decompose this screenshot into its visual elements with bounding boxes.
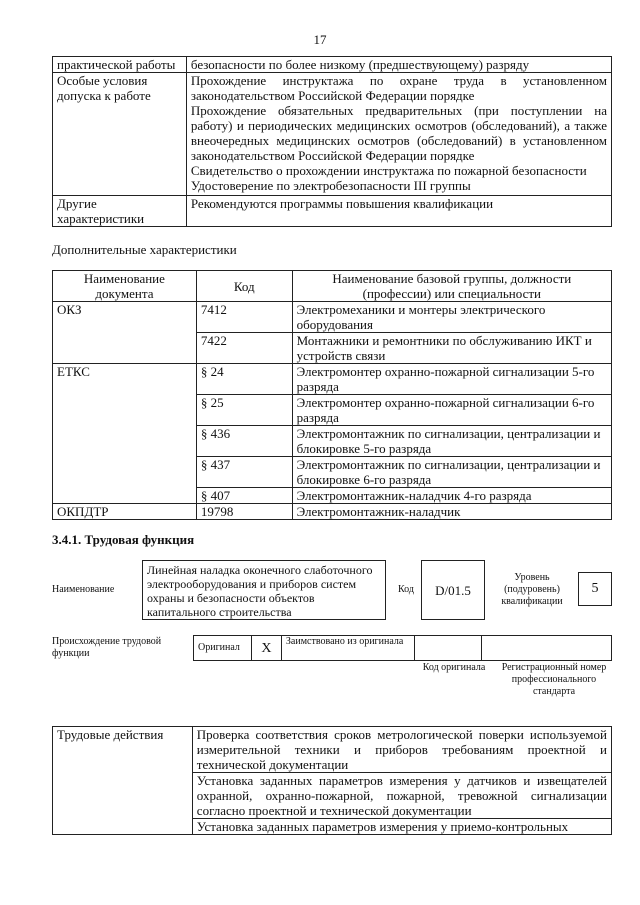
code-cell: § 437: [196, 457, 292, 488]
table-row: [53, 196, 612, 227]
table-row: [53, 57, 612, 73]
code-cell: § 24: [196, 364, 292, 395]
doc-cell: ОКЗ: [53, 302, 197, 364]
row-label: Другие характеристики: [53, 196, 187, 227]
row-value: безопасности по более низкому (предшествующему) разряду: [186, 57, 611, 73]
actions-table: [52, 726, 612, 835]
function-name-label: Наименование: [52, 584, 115, 595]
list-item: Удостоверение по электробезопасности III группы: [190, 178, 471, 193]
conditions-table: [52, 56, 612, 227]
actions-label: Трудовые действия: [53, 727, 193, 835]
origin-table: [193, 635, 612, 661]
function-name-value: Линейная наладка оконечного слаботочного электрооборудования и приборов систем охраны и безопасности объектов капитального строительства: [142, 560, 386, 620]
additional-table: [52, 270, 612, 520]
original-code-cell: [414, 636, 482, 661]
reg-number-cell: [482, 636, 612, 661]
function-level-label: Уровень (подуровень) квалификации: [501, 572, 563, 607]
list-item: Установка заданных параметров измерения у датчиков и извещателей охранной, охранно-пожарной, пожарной, тревожной сигнализации согласно проектной и технической документации: [193, 772, 611, 818]
name-cell: Электромонтажник-наладчик 4-го разряда: [292, 488, 611, 504]
doc-cell: ОКПДТР: [53, 504, 197, 520]
origin-label: Происхождение трудовой функции: [52, 636, 162, 659]
header-code: Код: [196, 271, 292, 302]
name-cell: Монтажники и ремонтники по обслуживанию ИКТ и устройств связи: [292, 333, 611, 364]
list-item: Установка заданных параметров измерения у приемо-контрольных: [193, 818, 611, 834]
original-mark: X: [251, 636, 281, 661]
borrowed-label: Заимствовано из оригинала: [281, 636, 414, 661]
name-cell: Электромонтажник по сигнализации, централизации и блокировке 5-го разряда: [292, 426, 611, 457]
row-label: практической работы: [53, 57, 187, 73]
table-row: [53, 302, 612, 333]
original-label: Оригинал: [194, 636, 252, 661]
code-cell: 19798: [196, 504, 292, 520]
name-cell: Электромонтер охранно-пожарной сигнализации 6-го разряда: [292, 395, 611, 426]
name-cell: Электромеханики и монтеры электрического оборудования: [292, 302, 611, 333]
code-caption: Код оригинала: [422, 662, 486, 673]
row-value: Рекомендуются программы повышения квалификации: [186, 196, 611, 227]
name-cell: Электромонтер охранно-пожарной сигнализации 5-го разряда: [292, 364, 611, 395]
reg-caption: Регистрационный номер профессионального стандарта: [501, 662, 607, 697]
code-cell: 7422: [196, 333, 292, 364]
table-row: [53, 73, 612, 196]
additional-title: Дополнительные характеристики: [52, 242, 237, 257]
function-title: 3.4.1. Трудовая функция: [52, 532, 195, 547]
header-doc: Наименование документа: [53, 271, 197, 302]
list-item: Свидетельство о прохождении инструктажа по пожарной безопасности: [190, 163, 587, 178]
code-cell: § 407: [196, 488, 292, 504]
function-code-label: Код: [398, 584, 414, 595]
table-row: [53, 504, 612, 520]
table-row: [53, 364, 612, 395]
code-cell: § 25: [196, 395, 292, 426]
list-item: Проверка соответствия сроков метрологической поверки используемой измерительной техники и приборов требованиям проектной и технической документации: [196, 727, 607, 772]
row-value: [186, 73, 611, 196]
name-cell: Электромонтажник по сигнализации, централизации и блокировке 6-го разряда: [292, 457, 611, 488]
row-label: Особые условия допуска к работе: [53, 73, 187, 196]
name-cell: Электромонтажник-наладчик: [292, 504, 611, 520]
header-name: Наименование базовой группы, должности (профессии) или специальности: [292, 271, 611, 302]
page-number: 17: [313, 32, 327, 47]
code-cell: § 436: [196, 426, 292, 457]
function-level-value: 5: [578, 572, 612, 606]
list-item: Прохождение обязательных предварительных (при поступлении на работу) и периодических медицинских осмотров (обследований), а также внеочередных медицинских осмотров (обследований) в установленном законодательством Российской Федерации порядке: [190, 103, 607, 163]
table-row: [194, 636, 612, 661]
function-code-value: D/01.5: [421, 560, 485, 620]
actions-list: [192, 727, 611, 835]
doc-cell: ЕТКС: [53, 364, 197, 504]
list-item: Прохождение инструктажа по охране труда в установленном законодательством Российской Федерации порядке: [190, 73, 607, 103]
code-cell: 7412: [196, 302, 292, 333]
table-row: [53, 727, 612, 835]
table-header-row: [53, 271, 612, 302]
